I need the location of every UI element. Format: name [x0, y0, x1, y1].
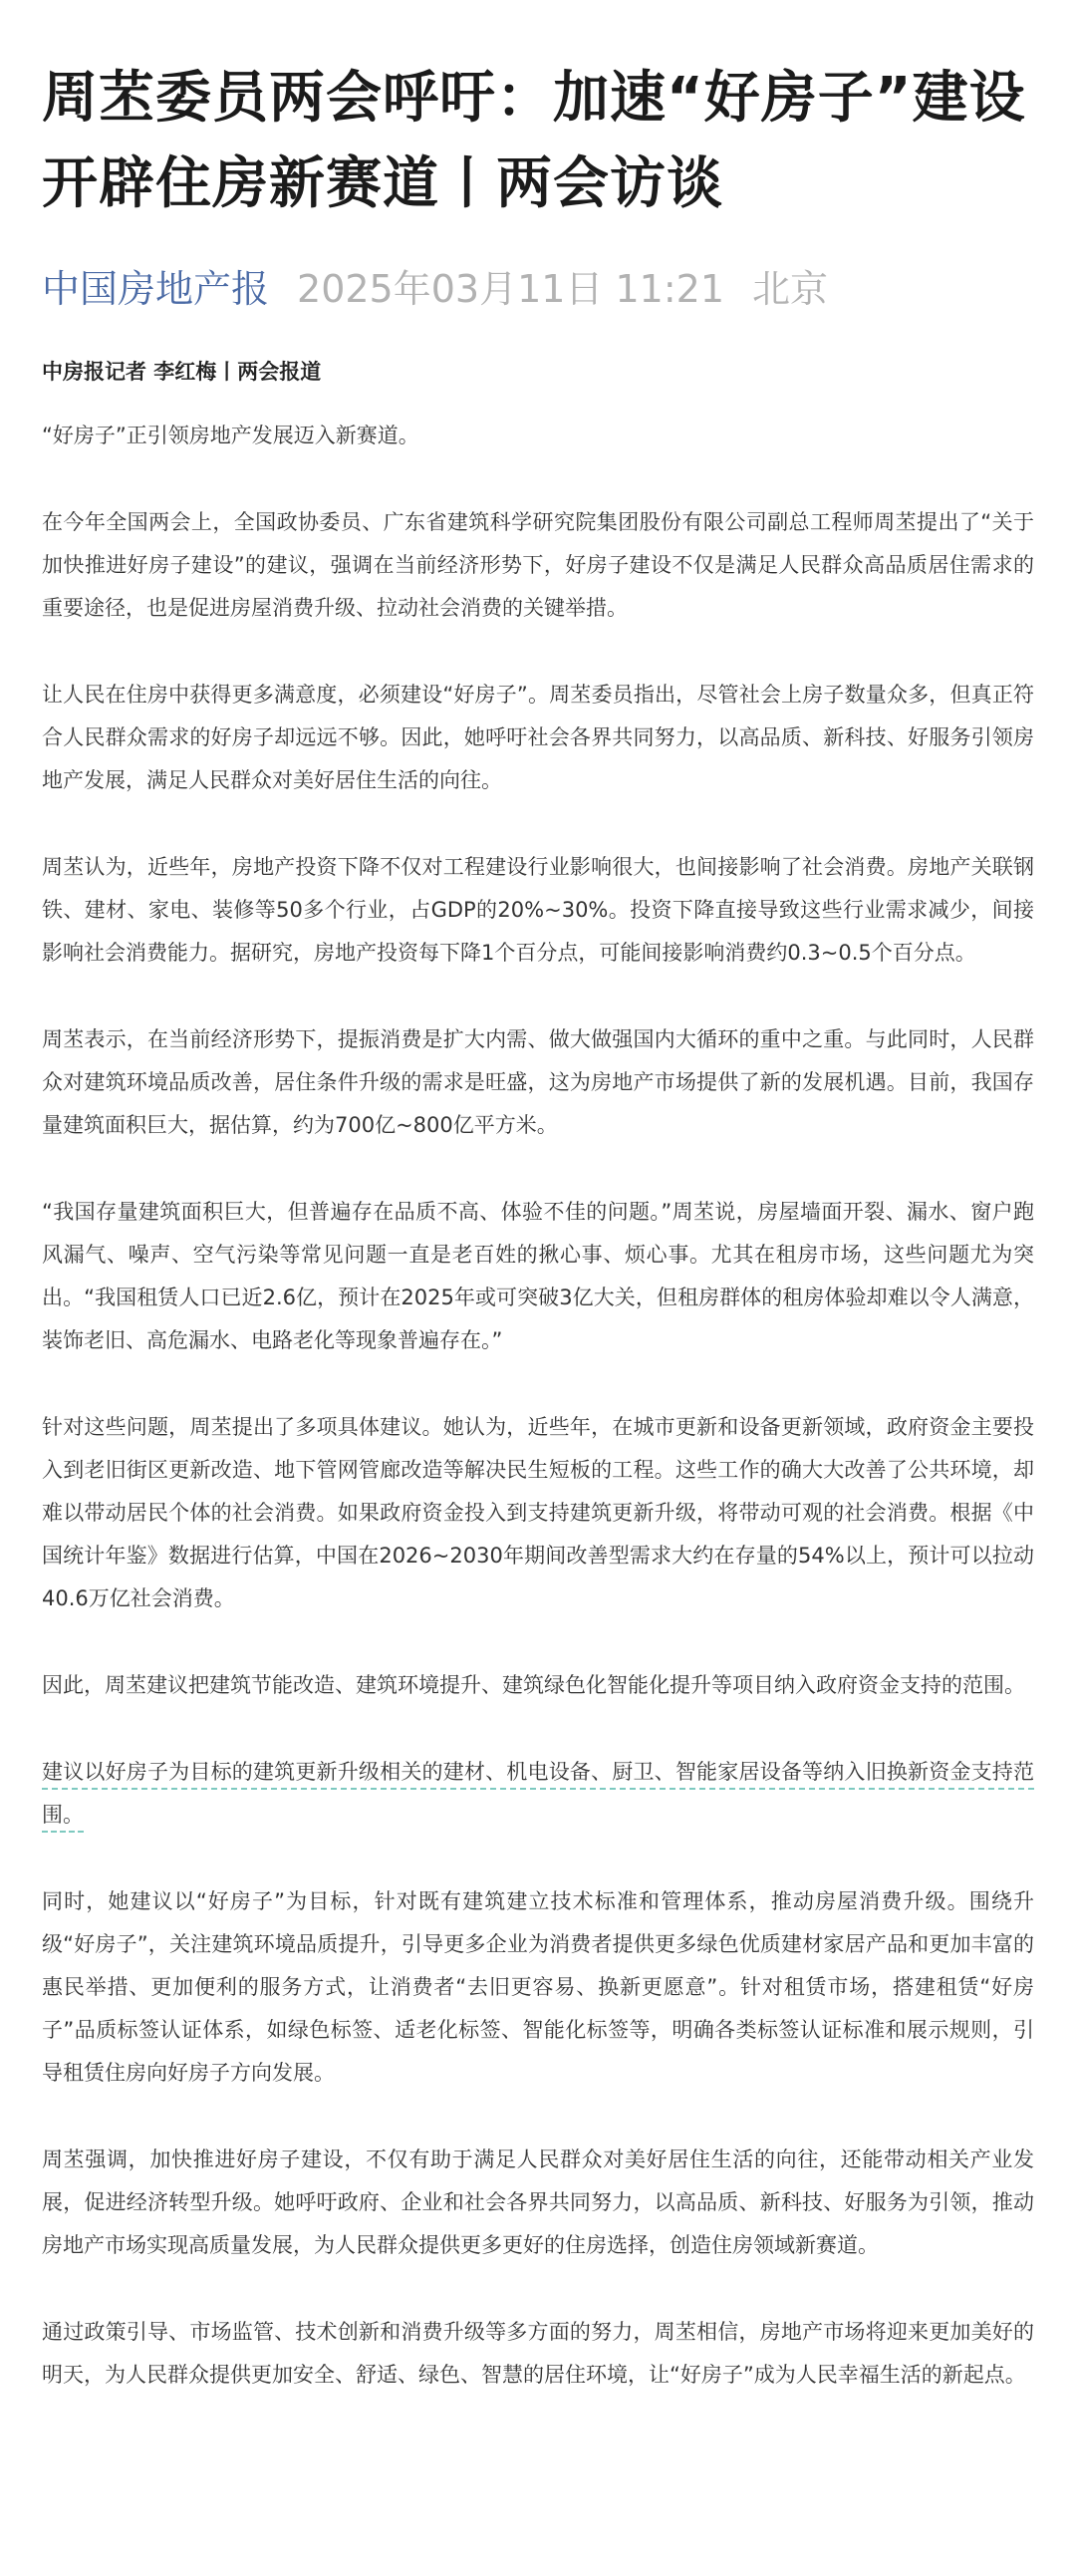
paragraph: 针对这些问题，周苤提出了多项具体建议。她认为，近些年，在城市更新和设备更新领域，政府资金主要投入到老旧街区更新改造、地下管网管廊改造等解决民生短板的工程。这些工作的确大大改善了公共环境，却难以带动居民个体的社会消费。如果政府资金投入到支持建筑更新升级，将带动可观的社会消费。根据《中国统计年鉴》数据进行估算，中国在2026~2030年期间改善型需求大约在存量的54%以上，预计可以拉动40.6万亿社会消费。 [42, 1415, 1034, 1610]
paragraph: 周苤认为，近些年，房地产投资下降不仅对工程建设行业影响很大，也间接影响了社会消费。房地产关联钢铁、建材、家电、装修等50多个行业，占GDP的20%~30%。投资下降直接导致这些行业需求减少，间接影响社会消费能力。据研究，房地产投资每下降1个百分点，可能间接影响消费约0.3~0.5个百分点。 [42, 855, 1034, 965]
paragraph: 周苤强调，加快推进好房子建设，不仅有助于满足人民群众对美好居住生活的向往，还能带动相关产业发展，促进经济转型升级。她呼吁政府、企业和社会各界共同努力，以高品质、新科技、好服务为引领，推动房地产市场实现高质量发展，为人民群众提供更多更好的住房选择，创造住房领域新赛道。 [42, 2147, 1034, 2257]
source-link[interactable]: 中国房地产报 [42, 266, 270, 311]
paragraph: 让人民在住房中获得更多满意度，必须建设“好房子”。周苤委员指出，尽管社会上房子数量众多，但真正符合人民群众需求的好房子却远远不够。因此，她呼吁社会各界共同努力，以高品质、新科技、好服务引领房地产发展，满足人民群众对美好居住生活的向往。 [42, 683, 1034, 792]
paragraph: 通过政策引导、市场监管、技术创新和消费升级等多方面的努力，周苤相信，房地产市场将迎来更加美好的明天，为人民群众提供更加安全、舒适、绿色、智慧的居住环境，让“好房子”成为人民幸福生活的新起点。 [42, 2320, 1034, 2387]
paragraph: 在今年全国两会上，全国政协委员、广东省建筑科学研究院集团股份有限公司副总工程师周苤提出了“关于加快推进好房子建设”的建议，强调在当前经济形势下，好房子建设不仅是满足人民群众高品质居住需求的重要途径，也是促进房屋消费升级、拉动社会消费的关键举措。 [42, 510, 1034, 620]
paragraph: “好房子”正引领房地产发展迈入新赛道。 [42, 424, 419, 447]
article-meta [42, 255, 1034, 315]
paragraph: “我国存量建筑面积巨大，但普遍存在品质不高、体验不佳的问题。”周苤说，房屋墙面开裂、漏水、窗户跑风漏气、噪声、空气污染等常见问题一直是老百姓的揪心事、烦心事。尤其在租房市场，这些问题尤为突出。“我国租赁人口已近2.6亿，预计在2025年或可突破3亿大关，但租房群体的租房体验却难以令人满意，装饰老旧、高危漏水、电路老化等现象普遍存在。” [42, 1200, 1034, 1352]
article-body [42, 343, 1034, 2397]
byline: 中房报记者 李红梅丨两会报道 [42, 360, 322, 384]
publish-location: 北京 [752, 266, 829, 311]
publish-datetime: 2025年03月11日 11:21 [297, 266, 725, 311]
highlighted-paragraph [42, 1751, 1034, 1837]
article-title: 周苤委员两会呼吁：加速“好房子”建设 开辟住房新赛道丨两会访谈 [42, 66, 1026, 216]
paragraph: 同时，她建议以“好房子”为目标，针对既有建筑建立技术标准和管理体系，推动房屋消费升级。围绕升级“好房子”，关注建筑环境品质提升，引导更多企业为消费者提供更多绿色优质建材家居产品和更加丰富的惠民举措、更加便利的服务方式，让消费者“去旧更容易、换新更愿意”。针对租赁市场，搭建租赁“好房子”品质标签认证体系，如绿色标签、适老化标签、智能化标签等，明确各类标签认证标准和展示规则，引导租赁住房向好房子方向发展。 [42, 1889, 1034, 2085]
paragraph: 因此，周苤建议把建筑节能改造、建筑环境提升、建筑绿色化智能化提升等项目纳入政府资金支持的范围。 [42, 1673, 1025, 1697]
highlighted-text: 建议以好房子为目标的建筑更新升级相关的建材、机电设备、厨卫、智能家居设备等纳入旧换新资金支持范围。 [42, 1760, 1034, 1833]
paragraph: 周苤表示，在当前经济形势下，提振消费是扩大内需、做大做强国内大循环的重中之重。与此同时，人民群众对建筑环境品质改善，居住条件升级的需求是旺盛，这为房地产市场提供了新的发展机遇。目前，我国存量建筑面积巨大，据估算，约为700亿~800亿平方米。 [42, 1027, 1034, 1137]
